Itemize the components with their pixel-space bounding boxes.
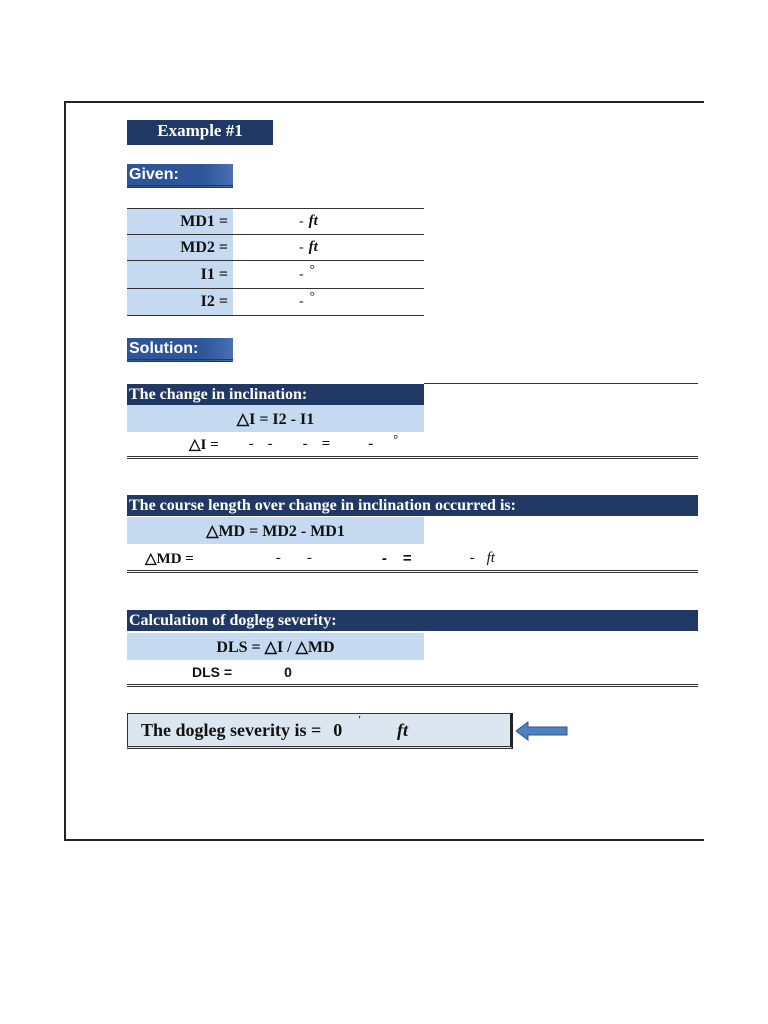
result-value: 0 [333,719,343,740]
dls-formula: DLS = △I / △MD [127,633,424,660]
calc-result: - [469,549,475,566]
calc-value: - [248,435,254,452]
given-table [127,208,424,316]
inclination-formula: △I = I2 - I1 [127,405,424,432]
given-label: I2 = [127,289,233,315]
inclination-heading: The change in inclination: [127,384,424,405]
given-heading: Given: [127,164,233,188]
given-value: - [299,239,304,255]
given-unit: ° [309,260,315,276]
calc-value: - [267,435,273,452]
calc-value: 0 [284,664,292,680]
dls-heading: Calculation of dogleg severity: [127,610,698,631]
course-formula: △MD = MD2 - MD1 [127,517,424,544]
calc-equals: = [402,549,412,567]
result-mark: ' [358,714,362,726]
calc-label: DLS = [192,664,233,680]
result-box [127,713,513,749]
given-unit: ft [308,213,318,229]
dls-calc [127,660,698,687]
given-unit: ft [308,239,318,255]
inclination-calc [127,432,698,459]
left-arrow-icon [516,721,568,741]
given-unit: ° [309,288,315,303]
calc-value: - [275,549,281,566]
calc-value: - [381,549,387,567]
divider [424,383,698,384]
calc-label: △I = [189,436,219,453]
calc-value: - [306,549,312,566]
solution-heading: Solution: [127,338,233,362]
result-unit: ft [397,719,409,740]
given-value: - [299,266,304,282]
result-text: The dogleg severity is = [141,719,322,740]
calc-label: △MD = [145,550,194,567]
calc-unit: ° [393,431,399,446]
given-row-i1 [127,260,424,288]
given-label: MD2 = [127,235,233,260]
given-label: I1 = [127,261,233,288]
given-row-md1 [127,208,424,234]
given-row-md2 [127,234,424,260]
course-calc [127,546,698,573]
given-row-i2 [127,288,424,316]
course-heading: The course length over change in inclination occurred is: [127,495,698,516]
calc-value: - [302,435,308,452]
given-value: - [299,213,304,229]
given-value: - [299,294,304,309]
calc-result: - [368,435,374,452]
calc-unit: ft [486,549,495,566]
example-title: Example #1 [127,120,273,145]
given-label: MD1 = [127,209,233,234]
calc-equals: = [321,435,331,452]
